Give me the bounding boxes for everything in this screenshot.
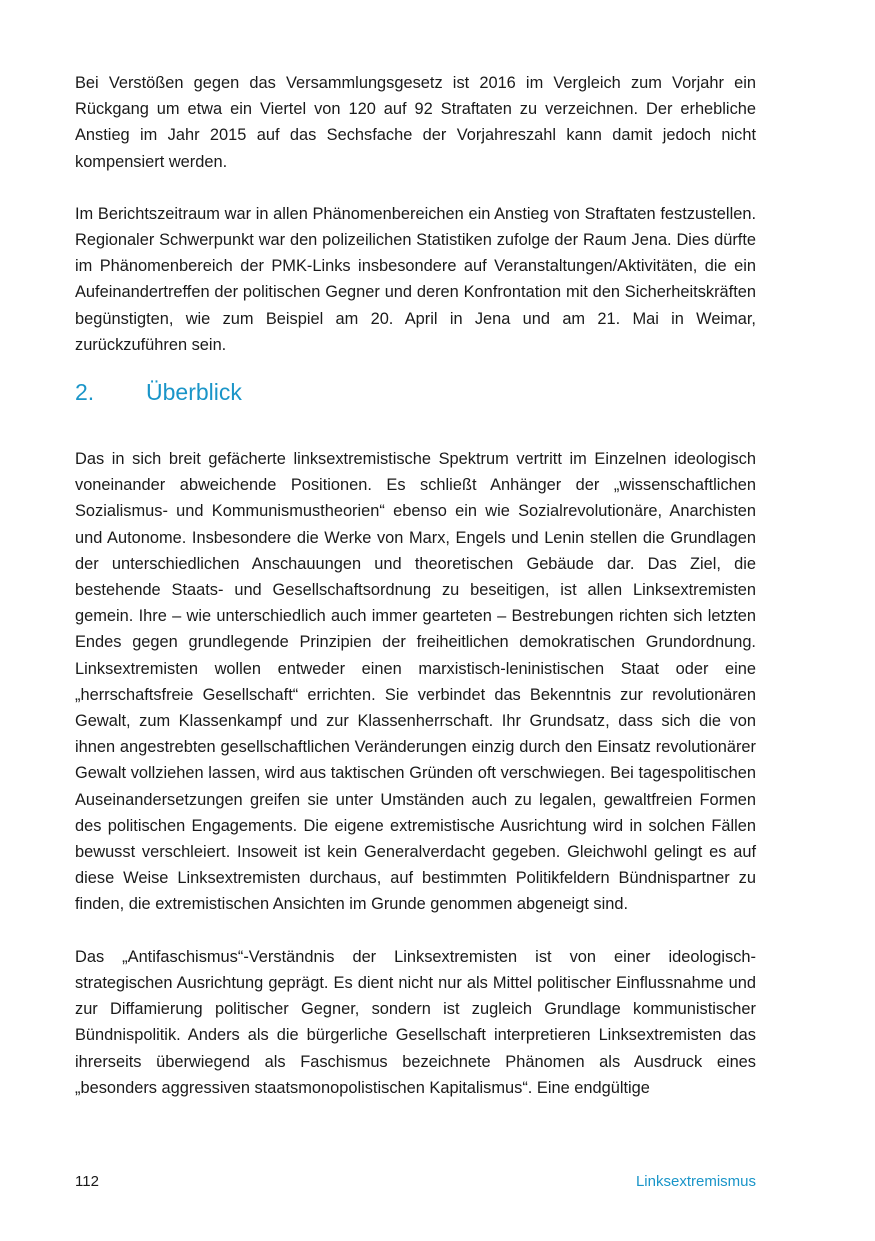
page-footer bbox=[75, 1172, 756, 1192]
paragraph-berichtszeitraum: Im Berichtszeitraum war in allen Phänomenbereichen ein Anstieg von Straftaten festzustellen. Regionaler Schwerpunkt war den polizeilichen Statistiken zufolge der Raum Jena. Dies dürfte im Phänomenbereich der PMK-Links insbesondere auf Veranstaltungen/Aktivitäten, die ein Aufeinandertreffen der politischen Gegner und deren Konfrontation mit den Sicherheitskräften begünstigten, wie zum Beispiel am 20. April in Jena und am 21. Mai in Weimar, zurückzuführen sein. bbox=[75, 204, 756, 354]
paragraph-antifaschismus: Das „Antifaschismus“-Verständnis der Linksextremisten ist von einer ideologisch-strategischen Ausrichtung geprägt. Es dient nicht nur als Mittel politischer Einflussnahme und zur Diffamierung politischer Gegner, sondern ist zugleich Grundlage kommunistischer Bündnispolitik. Anders als die bürgerliche Gesellschaft interpretieren Linksextremisten das ihrerseits überwiegend als Faschismus bezeichnete Phänomen als Ausdruck eines „besonders aggressiven staatsmonopolistischen Kapitalismus“. Eine endgültige bbox=[75, 947, 756, 1097]
paragraph-versammlungsgesetz: Bei Verstößen gegen das Versammlungsgesetz ist 2016 im Vergleich zum Vorjahr ein Rückgang um etwa ein Viertel von 120 auf 92 Straftaten zu verzeichnen. Der erhebliche Anstieg im Jahr 2015 auf das Sechsfache der Vorjahreszahl kann damit jedoch nicht kompensiert werden. bbox=[75, 74, 756, 171]
section-number: 2. bbox=[75, 379, 95, 406]
page-content bbox=[75, 70, 756, 1101]
paragraph-spektrum: Das in sich breit gefächerte linksextremistische Spektrum vertritt im Einzelnen ideologisch voneinander abweichende Positionen. Es schließt Anhänger der „wissenschaftlichen Sozialismus- und Kommunismustheorien“ ebenso ein wie Sozialrevolutionäre, Anarchisten und Autonome. Insbesondere die Werke von Marx, Engels und Lenin stellen die Grundlagen der unterschiedlichen Anschauungen und theoretischen Gebäude dar. Das Ziel, die bestehende Staats- und Gesellschaftsordnung zu beseitigen, ist allen Linksextremisten gemein. Ihre – wie unterschiedlich auch immer gearteten – Bestrebungen richten sich letzten Endes gegen grundlegende Prinzipien der freiheitlichen demokratischen Grundordnung. Linksextremisten wollen entweder einen marxistisch-leninistischen Staat oder eine „herrschaftsfreie Gesellschaft“ errichten. Sie verbindet das Bekenntnis zur revolutionären Gewalt, zum Klassenkampf und zur Klassenherrschaft. Ihr Grundsatz, dass sich die von ihnen angestrebten gesellschaftlichen Veränderungen einzig durch den Einsatz revolutionärer Gewalt vollziehen lassen, wird aus taktischen Gründen oft verschwiegen. Bei tagespolitischen Auseinandersetzungen greifen sie unter Umständen auch zu legalen, gewaltfreien Formen des politischen Engagements. Die eigene extremistische Ausrichtung wird in solchen Fällen bewusst verschleiert. Insoweit ist kein Generalverdacht gegeben. Gleichwohl gelingt es auf diese Weise Linksextremisten durchaus, auf bestimmten Politikfeldern Bündnispartner zu finden, die extremistischen Ansichten im Grunde genommen abgeneigt sind. bbox=[75, 450, 756, 914]
page-number: 112 bbox=[75, 1173, 99, 1190]
chapter-title: Linksextremismus bbox=[635, 1173, 756, 1190]
section-title: Überblick bbox=[146, 379, 242, 406]
section-heading bbox=[75, 372, 756, 412]
